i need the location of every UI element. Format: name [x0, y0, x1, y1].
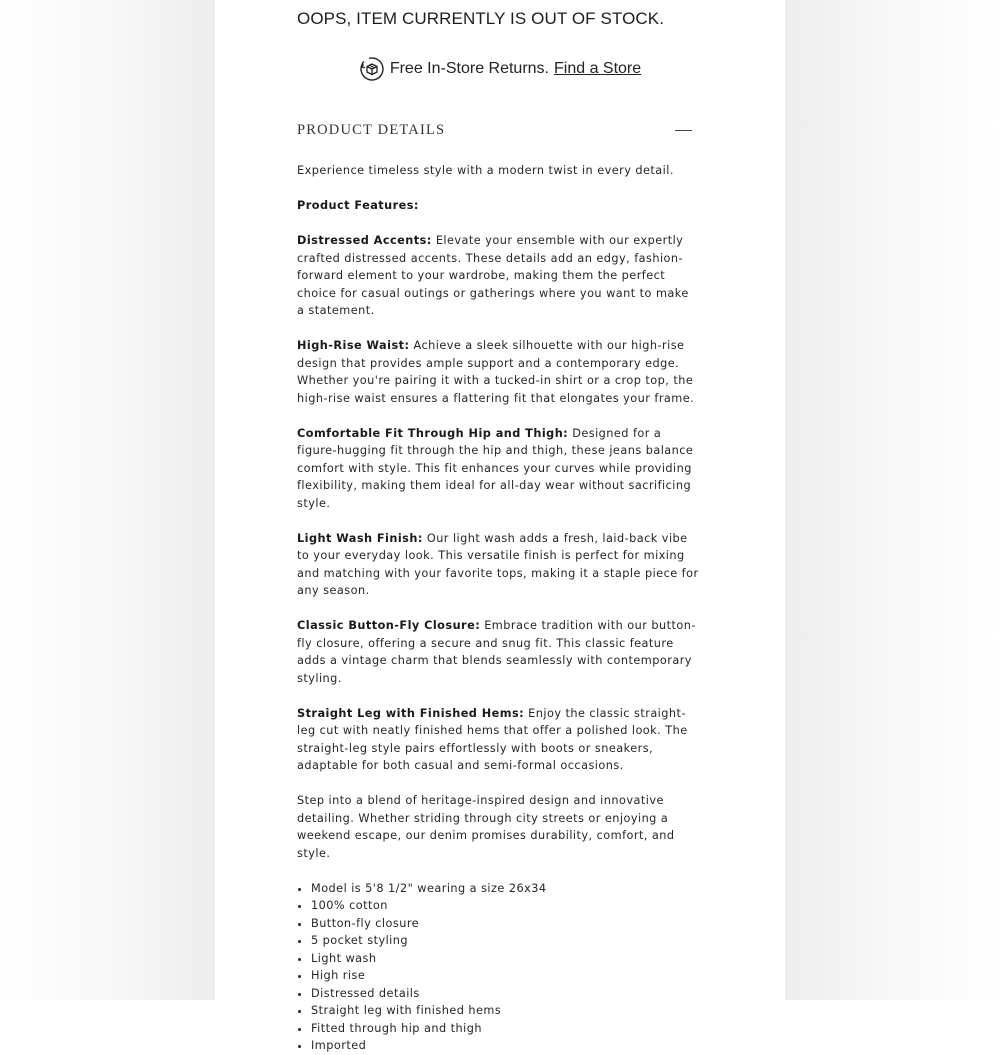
feature-title: Comfortable Fit Through Hip and Thigh:	[297, 426, 569, 440]
list-item: • Model is 5'8 1/2" wearing a size 26x34	[311, 880, 699, 898]
list-item: • Straight leg with finished hems	[311, 1002, 699, 1020]
product-details-title: PRODUCT DETAILS	[297, 122, 446, 138]
details-bullet-list	[297, 880, 699, 1055]
product-details-header[interactable]	[297, 122, 692, 139]
returns-banner	[215, 56, 785, 82]
feature-text: Elevate your ensemble with our expertly crafted distressed accents. These details add an edgy, fashion-forward element to your wardrobe, making them the perfect choice for casual outings or gatherings where you want to make a statement.	[297, 234, 689, 317]
feature-straight-leg	[297, 705, 699, 775]
product-intro: Experience timeless style with a modern twist in every detail.	[297, 164, 674, 177]
feature-comfortable-fit	[297, 425, 699, 513]
feature-title: Light Wash Finish:	[297, 531, 423, 545]
feature-title: Straight Leg with Finished Hems:	[297, 706, 525, 720]
list-item: • Light wash	[311, 950, 699, 968]
feature-distressed-accents	[297, 232, 699, 320]
feature-text: Designed for a figure-hugging fit through the hip and thigh, these jeans balance comfort with style. This fit enhances your curves while providing flexibility, making them ideal for all-day wear without sacrificing style.	[297, 426, 694, 510]
feature-text: Achieve a sleek silhouette with our high-rise design that provides ample support and a contemporary edge. Whether you're pairing it with a tucked-in shirt or a crop top, the high-rise waist ensures a flattering fit that elongates your frame.	[297, 339, 695, 405]
list-item: • High rise	[311, 967, 699, 985]
features-heading: Product Features:	[297, 199, 419, 212]
feature-title: High-Rise Waist:	[297, 339, 410, 352]
list-item: • Button-fly closure	[311, 915, 699, 933]
right-background	[785, 0, 1000, 1000]
list-item: • 5 pocket styling	[311, 932, 699, 950]
out-of-stock-message: OOPS, ITEM CURRENTLY IS OUT OF STOCK.	[297, 9, 665, 28]
list-item: • Imported	[311, 1037, 699, 1055]
feature-title: Classic Button-Fly Closure:	[297, 619, 481, 632]
feature-high-rise-waist	[297, 337, 699, 407]
left-background	[0, 0, 215, 1000]
returns-text: Free In-Store Returns.	[389, 60, 549, 77]
product-details-content	[297, 162, 699, 1055]
list-item: • Distressed details	[311, 985, 699, 1003]
feature-title: Distressed Accents:	[297, 234, 432, 247]
list-item: • Fitted through hip and thigh	[311, 1020, 699, 1038]
closing-paragraph: Step into a blend of heritage-inspired design and innovative detailing. Whether striding through city streets or enjoying a weekend escape, our denim promises durability, comfort, and style.	[297, 794, 675, 860]
feature-button-fly	[297, 617, 699, 687]
feature-light-wash	[297, 530, 699, 600]
feature-text: Embrace tradition with our button-fly closure, offering a secure and snug fit. This classic feature adds a vintage charm that blends seamlessly with contemporary styling.	[297, 619, 696, 685]
returns-box-icon	[359, 56, 385, 82]
product-page	[215, 0, 785, 1052]
feature-text: Our light wash adds a fresh, laid-back vibe to your everyday look. This versatile finish is perfect for mixing and matching with your favorite tops, making it a staple piece for any season.	[297, 531, 699, 597]
find-a-store-link[interactable]: Find a Store	[554, 60, 642, 77]
list-item: • 100% cotton	[311, 897, 699, 915]
minus-icon[interactable]	[674, 123, 692, 139]
feature-text: Enjoy the classic straight-leg cut with neatly finished hems that offer a polished look. The straight-leg style pairs effortlessly with boots or sneakers, adaptable for both casual and semi-formal occasions.	[297, 706, 688, 772]
